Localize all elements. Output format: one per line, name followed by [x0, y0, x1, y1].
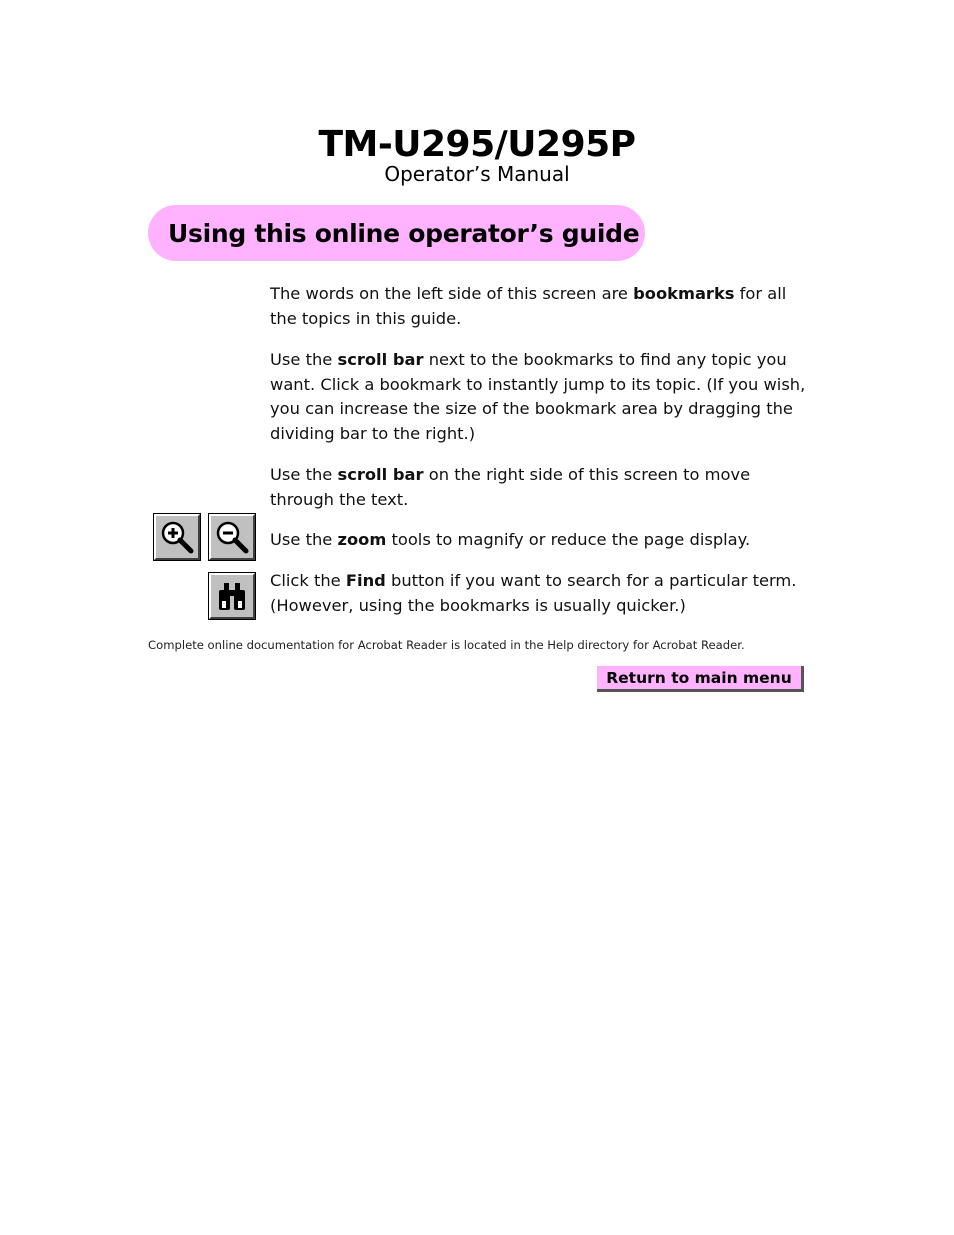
paragraph-scroll-text — [270, 463, 810, 512]
keyword-zoom: zoom — [337, 530, 387, 549]
paragraph-text: button if you want to search for a particular term. (However, using the bookmarks is usually quicker.) — [270, 571, 797, 615]
paragraph-text: Use the — [270, 350, 338, 369]
zoom-in-icon — [158, 518, 196, 556]
section-heading: Using this online operator’s guide — [168, 218, 640, 248]
paragraph-bookmarks — [270, 282, 810, 331]
binoculars-icon — [213, 577, 251, 615]
find-tool — [209, 573, 255, 619]
acrobat-footnote: Complete online documentation for Acrobat Reader is located in the Help directory for Acrobat Reader. — [148, 638, 745, 652]
keyword-scroll-bar: scroll bar — [337, 465, 424, 484]
page-title: TM-U295/U295P — [318, 124, 636, 165]
paragraph-text: for all the topics in this guide. — [270, 284, 787, 328]
zoom-out-icon — [213, 518, 251, 556]
paragraph-text: next to the bookmarks to find any topic you want. Click a bookmark to instantly jump to its topic. (If you wish, you can increase the size of the bookmark area by dragging the dividing bar to the right.) — [270, 350, 806, 444]
paragraph-text: Click the — [270, 571, 346, 590]
keyword-bookmarks: bookmarks — [633, 284, 735, 303]
page-subtitle: Operator’s Manual — [384, 162, 570, 186]
zoom-out-tool — [209, 514, 255, 560]
paragraph-text: Use the — [270, 465, 338, 484]
section-banner — [148, 205, 645, 261]
keyword-scroll-bar: scroll bar — [337, 350, 424, 369]
paragraph-text: The words on the left side of this screen are — [270, 284, 634, 303]
paragraph-text: on the right side of this screen to move through the text. — [270, 465, 751, 509]
paragraph-text: Use the — [270, 530, 338, 549]
paragraph-scroll-bookmarks — [270, 348, 810, 447]
return-to-main-menu-button[interactable] — [597, 666, 804, 692]
paragraph-zoom — [270, 528, 810, 553]
paragraph-find — [270, 569, 810, 618]
zoom-in-tool — [154, 514, 200, 560]
paragraph-text: tools to magnify or reduce the page display. — [386, 530, 751, 549]
keyword-find: Find — [345, 571, 386, 590]
return-button-label: Return to main menu — [606, 668, 792, 687]
